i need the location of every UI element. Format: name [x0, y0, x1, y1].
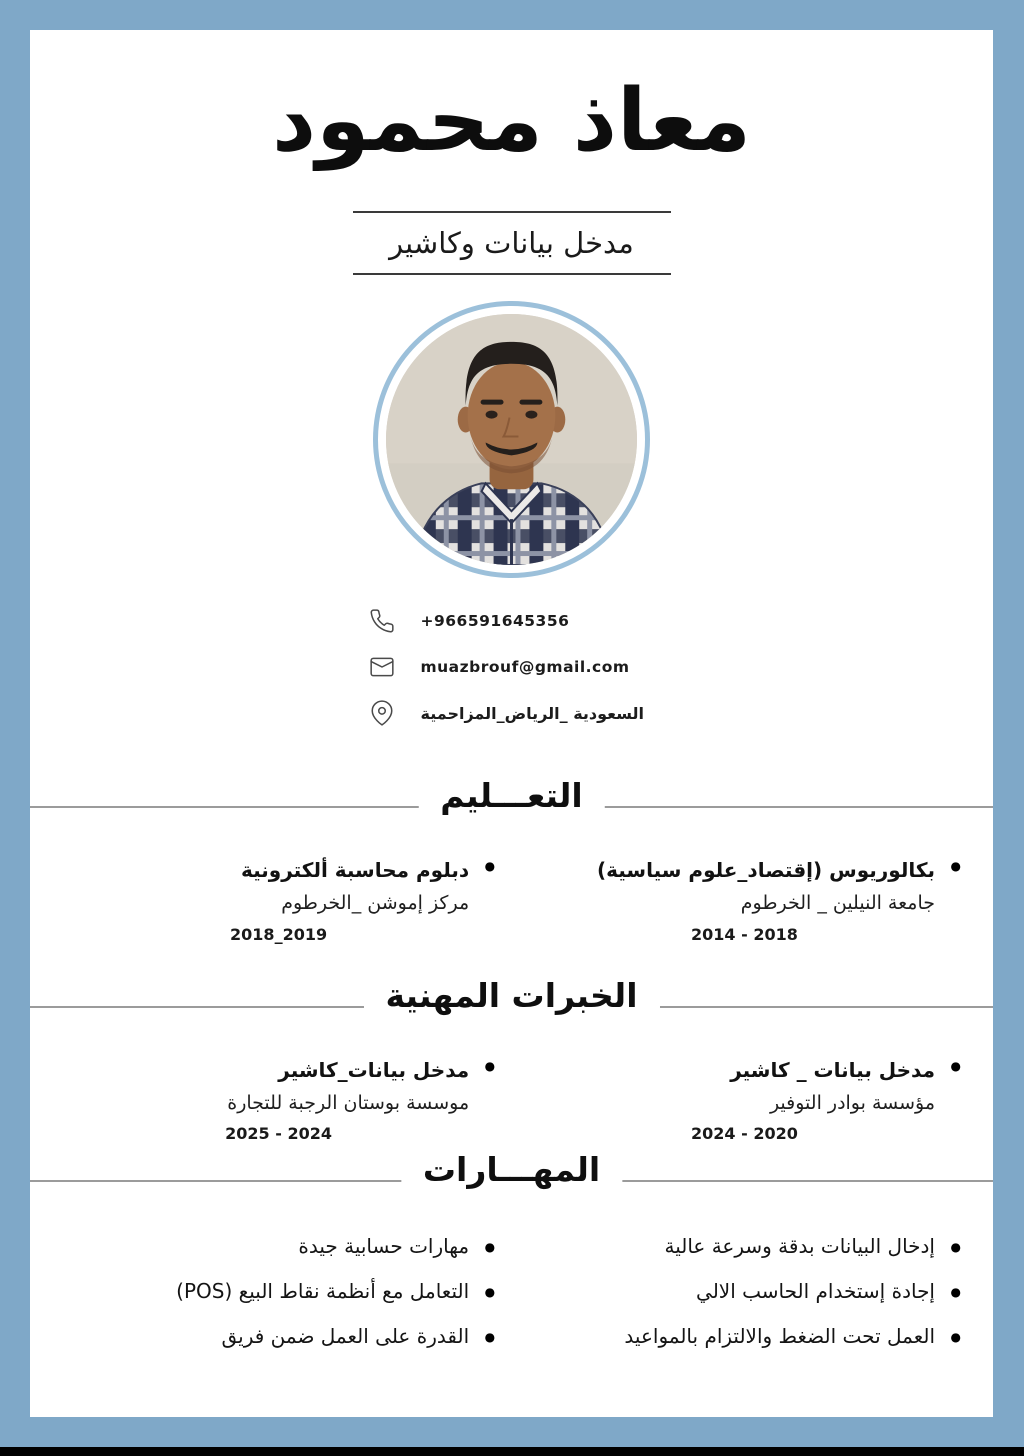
- skills-lists: [30, 1234, 993, 1369]
- contact-email-row: [369, 654, 669, 680]
- contact-location-row: [369, 700, 669, 726]
- skill-text: إدخال البيانات بدقة وسرعة عالية: [664, 1234, 935, 1259]
- section-title-experience: الخبرات المهنية: [363, 976, 659, 1015]
- profile-photo-frame: [373, 301, 650, 578]
- date-range: 2025 - 2024: [225, 1124, 332, 1144]
- skill-item: [554, 1279, 961, 1304]
- bottom-black-bar: [0, 1447, 1024, 1456]
- company-name: مؤسسة بوادر التوفير: [769, 1091, 935, 1114]
- phone-number: +966591645356: [420, 612, 570, 631]
- section-header-skills: [30, 1150, 993, 1204]
- education-entry-2: [88, 856, 496, 944]
- skill-item: [88, 1324, 496, 1349]
- job-role-title: [88, 1056, 496, 1084]
- skill-item: [554, 1324, 961, 1349]
- bullet-icon: ●: [484, 1058, 496, 1073]
- portrait-illustration: [386, 314, 637, 565]
- education-entry-1: [554, 856, 961, 944]
- phone-icon: [369, 608, 395, 634]
- experience-entry-2: [88, 1056, 496, 1144]
- profile-photo: [386, 314, 637, 565]
- skill-text: العمل تحت الضغط والالتزام بالمواعيد: [624, 1324, 935, 1349]
- skill-item: [88, 1279, 496, 1304]
- resume-page: [30, 30, 993, 1417]
- skill-text: مهارات حسابية جيدة: [298, 1234, 470, 1259]
- institution-name: مركز إموشن _الخرطوم: [281, 892, 470, 915]
- contact-section: [355, 608, 669, 726]
- bullet-icon: ●: [484, 1330, 496, 1345]
- location-pin-icon: [369, 700, 395, 726]
- bullet-icon: ●: [950, 1330, 961, 1345]
- bullet-icon: ●: [484, 1285, 496, 1300]
- skill-item: [88, 1234, 496, 1259]
- bullet-icon: ●: [950, 859, 961, 874]
- bullet-icon: ●: [950, 1240, 961, 1255]
- job-role-text: مدخل بيانات _ كاشير: [730, 1057, 935, 1082]
- section-header-experience: [30, 975, 993, 1030]
- degree-title: [88, 856, 496, 884]
- bullet-icon: ●: [484, 1240, 496, 1255]
- experience-entry-1: [554, 1056, 961, 1144]
- contact-phone-row: [369, 608, 669, 634]
- date-range: 2024 - 2020: [691, 1124, 798, 1144]
- institution-name: جامعة النيلين _ الخرطوم: [740, 892, 935, 915]
- section-header-education: [30, 776, 993, 830]
- skills-column-left: [88, 1234, 496, 1369]
- location-text: السعودية _الرياض_المزاحمية: [420, 703, 644, 723]
- education-entries: [30, 856, 993, 944]
- skill-text: إجادة إستخدام الحاسب الالي: [696, 1279, 935, 1304]
- bullet-icon: ●: [950, 1058, 961, 1073]
- email-address: muazbrouf@gmail.com: [420, 658, 630, 677]
- skill-item: [554, 1234, 961, 1259]
- section-title-skills: المهـــارات: [401, 1150, 622, 1189]
- experience-entries: [30, 1056, 993, 1144]
- bullet-icon: ●: [484, 859, 496, 874]
- job-title-box: [353, 211, 671, 275]
- mail-icon: [369, 654, 395, 680]
- degree-title: [554, 856, 961, 884]
- job-role-title: [554, 1056, 961, 1084]
- company-name: موسسة بوستان الرجبة للتجارة: [227, 1091, 470, 1114]
- job-title: مدخل بيانات وكاشير: [389, 226, 634, 261]
- candidate-name: معاذ محمود: [271, 71, 752, 171]
- degree-title-text: دبلوم محاسبة ألكترونية: [240, 858, 470, 883]
- skill-text: القدرة على العمل ضمن فريق: [221, 1324, 470, 1349]
- section-title-education: التعـــليم: [418, 776, 604, 815]
- date-range: 2014 - 2018: [691, 924, 798, 944]
- bullet-icon: ●: [950, 1285, 961, 1300]
- skills-column-right: [554, 1234, 961, 1369]
- degree-title-text: بكالوريوس (إقتصاد_علوم سياسية): [597, 858, 935, 883]
- skill-text: التعامل مع أنظمة نقاط البيع (POS): [176, 1279, 470, 1304]
- job-role-text: مدخل بيانات_كاشير: [278, 1057, 470, 1082]
- date-range: 2018_2019: [230, 924, 328, 944]
